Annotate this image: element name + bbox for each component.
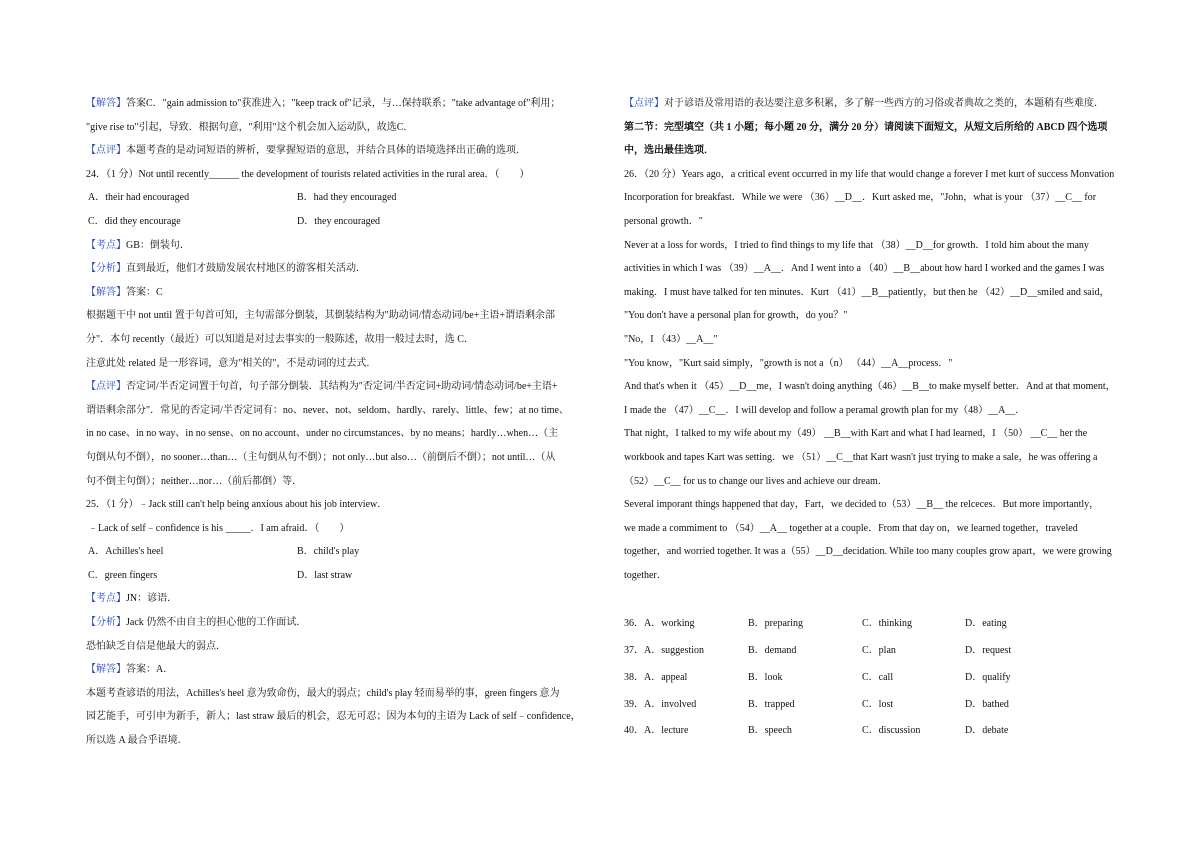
line-text: And that's when it （45）__D__me，I wasn't doing anything（46）__B__to make myself better．And at that moment， bbox=[624, 381, 1116, 393]
text-line bbox=[86, 705, 588, 729]
option: B．trapped bbox=[748, 698, 795, 710]
option: C．lost bbox=[862, 698, 894, 710]
tagged-line bbox=[86, 587, 588, 611]
line-text: ﹣Lack of self﹣confidence is his _____．I am afraid．（ ） bbox=[88, 522, 350, 534]
line-text: workbook and tapes Kart was setting．we （51）__C__that Kart wasn't just trying to make a sale，he was offering a bbox=[624, 451, 1098, 463]
question-options-row bbox=[624, 638, 1128, 665]
text-line bbox=[624, 186, 1128, 210]
section-tag: 【考点】 bbox=[86, 239, 126, 251]
tagged-line bbox=[86, 611, 588, 635]
line-text: "You don't have a personal plan for growth，do you？" bbox=[624, 310, 848, 322]
line-text: I made the （47）__C__．I will develop and follow a peramal growth plan for my（48）__A__． bbox=[624, 404, 1026, 416]
text-line bbox=[86, 635, 588, 659]
line-text: together． bbox=[624, 569, 667, 581]
option: B．demand bbox=[748, 645, 797, 657]
option: B．had they encouraged bbox=[297, 192, 397, 204]
text-line bbox=[624, 517, 1128, 541]
line-text: 答案：C bbox=[126, 286, 163, 298]
tagged-line bbox=[86, 139, 588, 163]
option: B．preparing bbox=[748, 618, 803, 630]
line-text: 答案：A． bbox=[126, 664, 174, 676]
tagged-line bbox=[624, 92, 1128, 116]
line-text: Never at a loss for words，I tried to find things to my life that （38）__D__for growth．I told him about the many bbox=[624, 239, 1089, 251]
heading-text: 中，选出最佳选项． bbox=[624, 145, 714, 157]
section-tag: 【点评】 bbox=[86, 145, 126, 157]
section-tag: 【解答】 bbox=[86, 664, 126, 676]
text-line bbox=[624, 352, 1128, 376]
line-text: Incorporation for breakfast．While we were （36）__D__．Kurt asked me，"John，what is your （37）__C__ for bbox=[624, 192, 1097, 204]
option: B．child's play bbox=[297, 546, 360, 558]
left-column bbox=[86, 92, 588, 753]
line-text: 本题考查谚语的用法，Achilles's heel 意为致命伤，最大的弱点；child's play 轻而易举的事，green fingers 意为 bbox=[86, 687, 560, 699]
line-text: "You know，"Kurt said simply，"growth is not a（n） （44）__A__process．" bbox=[624, 357, 953, 369]
text-line bbox=[86, 682, 588, 706]
spacer bbox=[624, 587, 1128, 611]
line-text: 句倒从句不倒），no sooner…than…（主句倒从句不倒）；not only…but also…（前倒后不倒）；not until…（从 bbox=[86, 451, 556, 463]
text-line bbox=[86, 729, 588, 753]
answer-options bbox=[86, 210, 588, 234]
section-heading bbox=[624, 139, 1128, 163]
line-text: 分"．本句 recently（最近）可以知道是对过去事实的一般陈述，故用一般过去时，选 C． bbox=[86, 333, 474, 345]
line-text: 园艺能手，可引申为新手，新人；last straw 最后的机会，忍无可忍；因为本句的主语为 Lack of self﹣confidence， bbox=[86, 711, 581, 723]
answer-options bbox=[86, 186, 588, 210]
tagged-line bbox=[86, 234, 588, 258]
option: C．green fingers bbox=[88, 569, 158, 581]
option: C．plan bbox=[862, 645, 896, 657]
text-line bbox=[86, 304, 588, 328]
option: C．discussion bbox=[862, 725, 921, 737]
option: A．their had encouraged bbox=[88, 192, 190, 204]
text-line bbox=[86, 470, 588, 494]
option: D．request bbox=[965, 645, 1012, 657]
text-line bbox=[624, 328, 1128, 352]
tagged-line bbox=[86, 257, 588, 281]
line-text: 直到最近，他们才鼓励发展农村地区的游客相关活动． bbox=[126, 263, 366, 275]
text-line bbox=[624, 399, 1128, 423]
line-text: 谓语剩余部分"．常见的否定词/半否定词有：no、never、not、seldom、hardly、rarely、little、few；at no time、 bbox=[86, 404, 569, 416]
line-text: activities in which I was （39）__A__．And I went into a （40）__B__about how hard I worked and the games I was bbox=[624, 263, 1105, 275]
line-text: 对于谚语及常用语的表达要注意多积累，多了解一些西方的习俗或者典故之类的，本题稍有些难度． bbox=[664, 98, 1104, 109]
text-line bbox=[86, 328, 588, 352]
line-text: 25．（1 分）﹣Jack still can't help being anxious about his job interview． bbox=[86, 499, 388, 511]
tagged-line bbox=[86, 375, 588, 399]
text-line bbox=[624, 257, 1128, 281]
line-text: （52）__C__ for us to change our lives and achieve our dream． bbox=[624, 475, 888, 487]
answer-options bbox=[86, 540, 588, 564]
text-line bbox=[624, 234, 1128, 258]
line-text: making．I must have talked for ten minutes．Kurt （41）__B__patiently，but then he （42）__D__smiled and said， bbox=[624, 286, 1110, 298]
heading-text: 第二节：完型填空（共 1 小题；每小题 20 分，满分 20 分）请阅读下面短文，从短文后所给的 ABCD 四个选项 bbox=[624, 121, 1108, 133]
text-line bbox=[86, 163, 588, 187]
section-tag: 【解答】 bbox=[86, 286, 126, 298]
option: 37．A．suggestion bbox=[624, 645, 704, 657]
option: 36．A．working bbox=[624, 618, 695, 630]
text-line bbox=[86, 493, 588, 517]
option: D．eating bbox=[965, 618, 1007, 630]
section-tag: 【考点】 bbox=[86, 593, 126, 605]
text-line bbox=[624, 163, 1128, 187]
line-text: personal growth．" bbox=[624, 215, 703, 227]
section-heading bbox=[624, 116, 1128, 140]
option: C．call bbox=[862, 671, 894, 683]
line-text: 答案C．"gain admission to"获准进入；"keep track of"记录，与…保持联系；"take advantage of"利用； bbox=[126, 98, 561, 109]
line-text: we made a commiment to （54）__A__ together at a couple．From that day on，we learned together，traveled bbox=[624, 522, 1078, 534]
tagged-line bbox=[86, 92, 588, 116]
answer-options bbox=[86, 564, 588, 588]
option: D．bathed bbox=[965, 698, 1009, 710]
text-line bbox=[624, 422, 1128, 446]
option: B．look bbox=[748, 671, 783, 683]
line-text: Several imporant things happened that day，Fart，we decided to（53）__B__ the relceces．But more importantly， bbox=[624, 499, 1100, 511]
line-text: 24．（1 分）Not until recently______ the development of tourists related activities in the rural area．（ ） bbox=[86, 168, 530, 180]
line-text: GB：倒装句． bbox=[126, 239, 190, 251]
text-line bbox=[624, 493, 1128, 517]
line-text: 句不倒主句倒）；neither…nor…（前后都倒）等． bbox=[86, 475, 303, 487]
section-tag: 【分析】 bbox=[86, 617, 126, 629]
section-tag: 【分析】 bbox=[86, 263, 126, 275]
option: A．Achilles's heel bbox=[88, 546, 164, 558]
line-text: 本题考查的是动词短语的辨析，要掌握短语的意思，并结合具体的语境选择出正确的选项． bbox=[126, 145, 526, 157]
question-options-row bbox=[624, 665, 1128, 692]
option: D．qualify bbox=[965, 671, 1011, 683]
line-text: Jack 仍然不由自主的担心他的工作面试． bbox=[126, 617, 307, 629]
line-text: 否定词/半否定词置于句首，句子部分倒装．其结构为"否定词/半否定词+助动词/情态动词/be+主语+ bbox=[126, 381, 558, 393]
line-text: 根据题干中 not until 置于句首可知，主句需部分倒装，其倒装结构为"助动词/情态动词/be+主语+谓语剩余部 bbox=[86, 310, 555, 322]
option: 38．A．appeal bbox=[624, 671, 688, 683]
tagged-line bbox=[86, 281, 588, 305]
line-text: "give rise to"引起，导致．根据句意，"利用"这个机会加入运动队，故选C． bbox=[86, 121, 414, 133]
text-line bbox=[624, 564, 1128, 588]
option: D．they encouraged bbox=[297, 215, 381, 227]
question-options-row bbox=[624, 611, 1128, 638]
line-text: 所以选 A 最合乎语境． bbox=[86, 735, 188, 747]
text-line bbox=[86, 422, 588, 446]
text-line bbox=[86, 517, 588, 541]
text-line bbox=[624, 304, 1128, 328]
option: C．thinking bbox=[862, 618, 913, 630]
option: 39．A．involved bbox=[624, 698, 697, 710]
line-text: JN：谚语． bbox=[126, 593, 178, 605]
line-text: together，and worried together. It was a（55）__D__decidation. While too many couples grow apart，we were growing bbox=[624, 546, 1112, 558]
right-column bbox=[624, 92, 1128, 745]
question-options-row bbox=[624, 718, 1128, 745]
line-text: That night，I talked to my wife about my（49） __B__with Kart and what I had learned，I （50） __C__ her the bbox=[624, 428, 1088, 440]
text-line bbox=[86, 352, 588, 376]
line-text: 恐怕缺乏自信是他最大的弱点． bbox=[86, 640, 226, 652]
section-tag: 【点评】 bbox=[624, 98, 664, 109]
text-line bbox=[86, 399, 588, 423]
line-text: 26．（20 分）Years ago，a critical event occurred in my life that would change a forever I met kurt of success Monvation bbox=[624, 168, 1115, 180]
section-tag: 【点评】 bbox=[86, 381, 126, 393]
question-options-row bbox=[624, 692, 1128, 719]
option: D．last straw bbox=[297, 569, 353, 581]
line-text: in no case、in no way、in no sense、on no account、under no circumstances、by no means；hardly…when…（主 bbox=[86, 428, 559, 440]
option: B．speech bbox=[748, 725, 792, 737]
text-line bbox=[624, 446, 1128, 470]
text-line bbox=[624, 540, 1128, 564]
line-text: 注意此处 related 是一形容词，意为"相关的"，不是动词的过去式． bbox=[86, 357, 377, 369]
section-tag: 【解答】 bbox=[86, 98, 126, 109]
text-line bbox=[624, 470, 1128, 494]
text-line bbox=[86, 116, 588, 140]
text-line bbox=[624, 281, 1128, 305]
option: 40．A．lecture bbox=[624, 725, 689, 737]
option: C．did they encourage bbox=[88, 215, 181, 227]
tagged-line bbox=[86, 658, 588, 682]
text-line bbox=[624, 210, 1128, 234]
text-line bbox=[86, 446, 588, 470]
text-line bbox=[624, 375, 1128, 399]
option: D．debate bbox=[965, 725, 1009, 737]
line-text: "No，I （43）__A__" bbox=[624, 333, 718, 345]
